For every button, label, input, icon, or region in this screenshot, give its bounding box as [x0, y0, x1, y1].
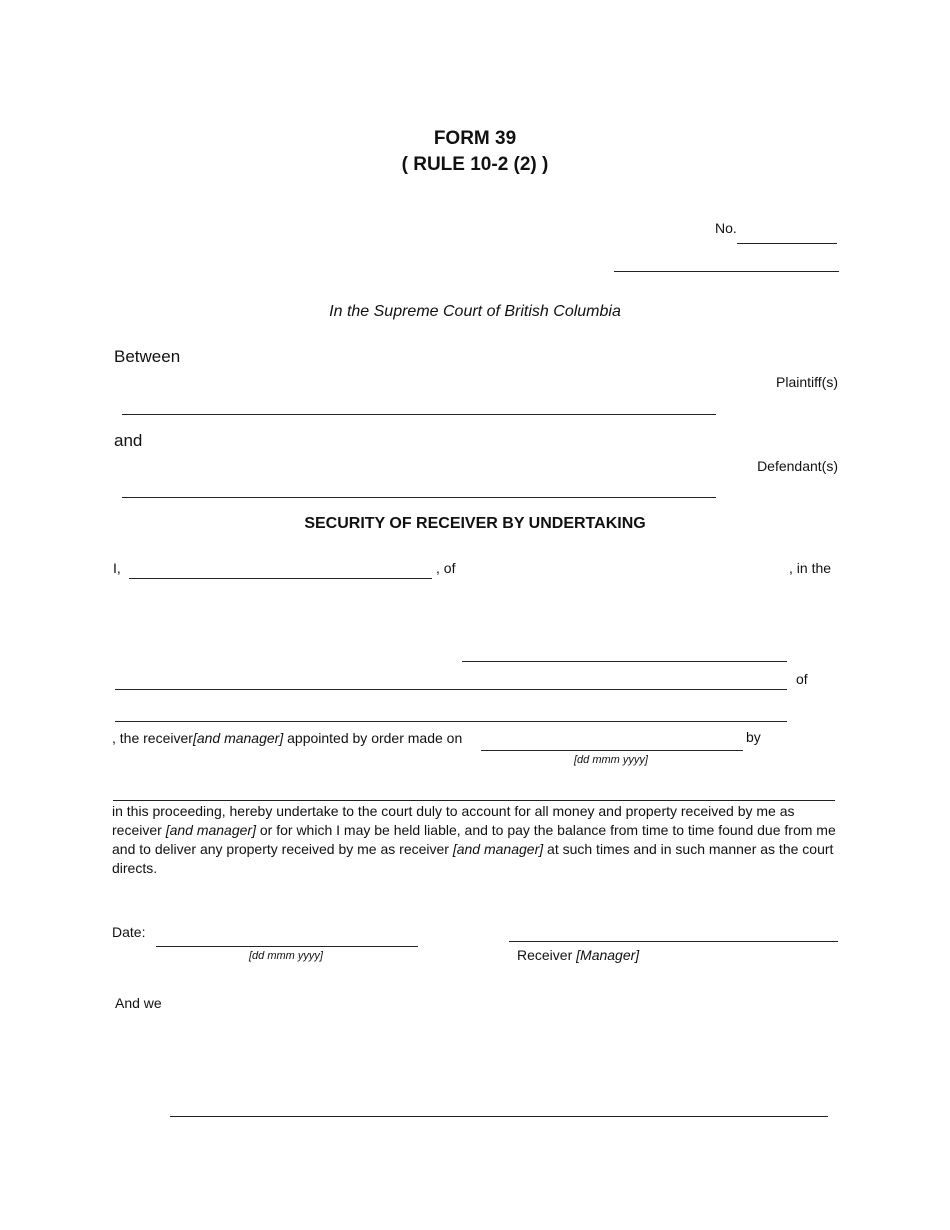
receiver-word: Receiver [517, 947, 577, 963]
body-part-1: in this proceeding, hereby undertake to the court duly to account for all money and property received by me as receiver [112, 803, 795, 838]
receiver-signature-label [517, 947, 639, 963]
signature-date-hint: [dd mmm yyyy] [249, 950, 323, 962]
form-number: FORM 39 [433, 128, 517, 149]
receiver-italic: [and manager] [192, 730, 284, 746]
receiver-prefix: , the receiver [112, 730, 193, 746]
receiver-name-field[interactable] [129, 578, 432, 579]
receiver-appointed-text [112, 730, 462, 746]
court-file-number-field[interactable] [737, 243, 837, 244]
body-italic-1: [and manager] [165, 822, 256, 838]
document-heading: SECURITY OF RECEIVER BY UNDERTAKING [304, 515, 646, 532]
court-name: In the Supreme Court of British Columbia [329, 303, 621, 320]
defendant-name-field[interactable] [122, 497, 716, 498]
plaintiff-name-field[interactable] [122, 414, 716, 415]
body-part-3: at such times and in such manner as the court directs. [112, 841, 834, 876]
sureties-field[interactable] [170, 1116, 828, 1117]
form-rule: ( RULE 10-2 (2) ) [401, 154, 549, 175]
date-label: Date: [112, 924, 146, 940]
of-label: , of [436, 560, 456, 576]
defendant-label: Defendant(s) [757, 458, 838, 474]
in-the-label: , in the [789, 560, 832, 576]
by-label: by [746, 729, 761, 745]
between-label: Between [114, 347, 181, 366]
registry-field[interactable] [614, 271, 839, 272]
address-field-3[interactable] [115, 721, 787, 722]
appointed-by-field[interactable] [113, 800, 835, 801]
plaintiff-label: Plaintiff(s) [776, 374, 838, 390]
address-field-1[interactable] [462, 661, 787, 662]
and-we-label: And we [115, 995, 162, 1011]
receiver-suffix: appointed by order made on [283, 730, 463, 746]
undertaking-paragraph [112, 802, 842, 878]
body-part-2: or for which I may be held liable, and to pay the balance from time to time found due from me and to deliver any property received by me as receiver [112, 822, 836, 857]
body-italic-2: [and manager] [452, 841, 544, 857]
of-label-2: of [796, 671, 808, 687]
signature-date-field[interactable] [156, 946, 418, 947]
receiver-signature-field[interactable] [509, 941, 838, 942]
no-label: No. [715, 220, 737, 236]
order-date-field[interactable] [481, 750, 743, 751]
order-date-hint: [dd mmm yyyy] [574, 754, 648, 766]
i-label: I, [113, 560, 121, 576]
address-field-2[interactable] [115, 689, 787, 690]
and-label: and [114, 431, 143, 450]
manager-italic: [Manager] [576, 947, 640, 963]
